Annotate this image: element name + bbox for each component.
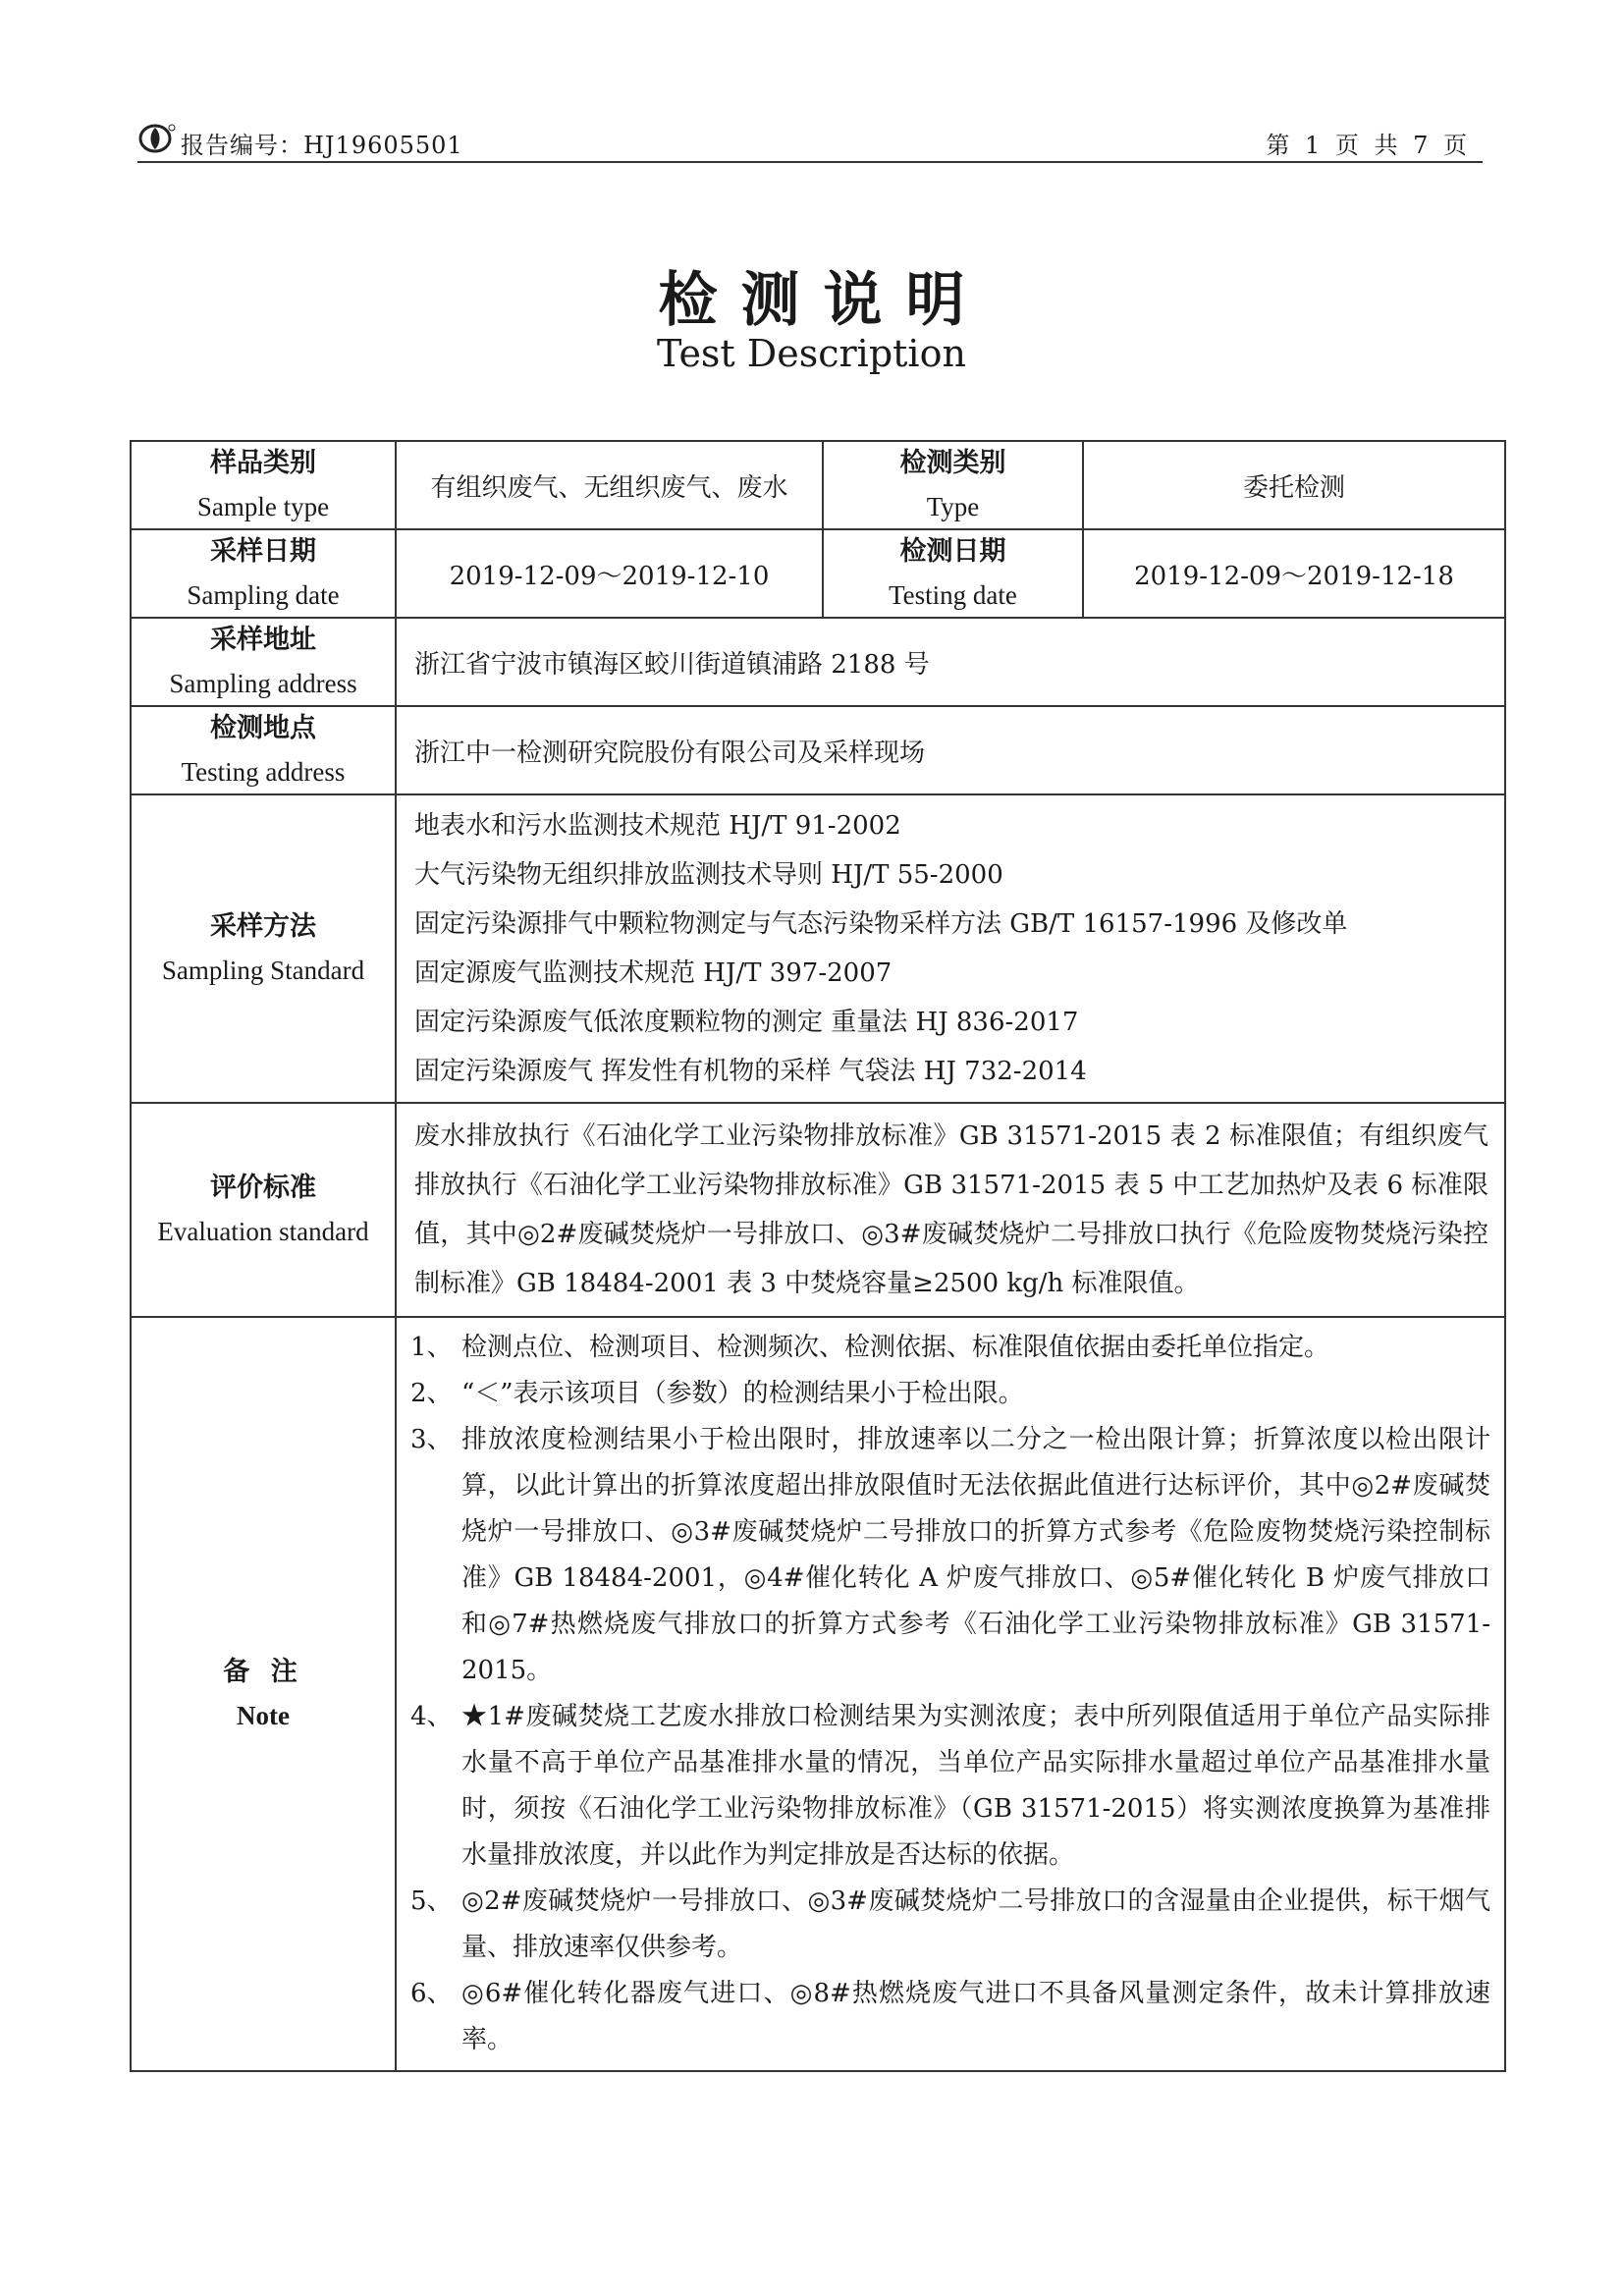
company-logo-icon [137, 122, 177, 153]
testing-address-value: 浙江中一检测研究院股份有限公司及采样现场 [396, 706, 1505, 794]
sample-type-label: 样品类别 Sample type [131, 441, 396, 529]
report-number: 报告编号：HJ19605501 [181, 132, 463, 159]
sampling-date-value: 2019-12-09～2019-12-10 [396, 529, 823, 618]
note-list [396, 1317, 1505, 2071]
page-title: 检测说明 [658, 266, 989, 335]
table-row [131, 1317, 1505, 2071]
table-row [131, 618, 1505, 706]
sampling-date-label: 采样日期 Sampling date [131, 529, 396, 618]
list-item: 固定源废气监测技术规范 HJ/T 397-2007 [414, 958, 893, 988]
list-item: 4、 ★1#废碱焚烧工艺废水排放口检测结果为实测浓度；表中所列限值适用于单位产品实际排水量不高于单位产品基准排水量的情况，当单位产品实际排水量超过单位产品基准排水量时，须按《石油化学工业污染物排放标准》（GB 31571-2015）将实测浓度换算为基准排水量排放浓度，并以此作为判定排放是否达标的依据。 [410, 1702, 1490, 1870]
test-description-table [130, 440, 1506, 2072]
note-label: 备 注 Note [131, 1317, 396, 2071]
sampling-standard-label: 采样方法 Sampling Standard [131, 794, 396, 1103]
page-indicator: 第 1 页 共 7 页 [1266, 132, 1471, 159]
testing-date-value: 2019-12-09～2019-12-18 [1083, 529, 1505, 618]
sampling-address-label: 采样地址 Sampling address [131, 618, 396, 706]
evaluation-standard-label: 评价标准 Evaluation standard [131, 1103, 396, 1317]
evaluation-standard-text: 废水排放执行《石油化学工业污染物排放标准》GB 31571-2015 表 2 标准限值；有组织废气排放执行《石油化学工业污染物排放标准》GB 31571-2015 表 5 中工艺加热炉及表 6 标准限值，其中◎2#废碱焚烧炉一号排放口、◎3#废碱焚烧炉二号排放口执行《危险废物焚烧污染控制标准》GB 18484-2001 表 3 中焚烧容量≥2500 kg/h 标准限值。 [396, 1103, 1505, 1317]
table-row [131, 1103, 1505, 1317]
table-row [131, 529, 1505, 618]
sample-type-value: 有组织废气、无组织废气、废水 [396, 441, 823, 529]
table-row [131, 794, 1505, 1103]
list-item: 2、 “＜”表示该项目（参数）的检测结果小于检出限。 [410, 1379, 1024, 1408]
test-type-value: 委托检测 [1083, 441, 1505, 529]
table-row [131, 706, 1505, 794]
list-item: 1、 检测点位、检测项目、检测频次、检测依据、标准限值依据由委托单位指定。 [410, 1333, 1330, 1362]
list-item: 地表水和污水监测技术规范 HJ/T 91-2002 [414, 811, 901, 841]
test-type-label: 检测类别 Type [823, 441, 1083, 529]
list-item: 固定污染源废气 挥发性有机物的采样 气袋法 HJ 732-2014 [414, 1057, 1087, 1086]
list-item: 固定污染源排气中颗粒物测定与气态污染物采样方法 GB/T 16157-1996 及修改单 [414, 909, 1348, 939]
list-item: 固定污染源废气低浓度颗粒物的测定 重量法 HJ 836-2017 [414, 1008, 1079, 1037]
testing-date-label: 检测日期 Testing date [823, 529, 1083, 618]
page-subtitle: Test Description [657, 332, 966, 375]
sampling-address-value: 浙江省宁波市镇海区蛟川街道镇浦路 2188 号 [396, 618, 1505, 706]
list-item: 5、 ◎2#废碱焚烧炉一号排放口、◎3#废碱焚烧炉二号排放口的含湿量由企业提供，标干烟气量、排放速率仅供参考。 [410, 1886, 1490, 1962]
sampling-standard-list [396, 794, 1505, 1103]
page-header [137, 116, 1483, 163]
list-item: 6、 ◎6#催化转化器废气进口、◎8#热燃烧废气进口不具备风量测定条件，故未计算排放速率。 [410, 1979, 1490, 2054]
table-row [131, 441, 1505, 529]
testing-address-label: 检测地点 Testing address [131, 706, 396, 794]
list-item: 3、 排放浓度检测结果小于检出限时，排放速率以二分之一检出限计算；折算浓度以检出限计算，以此计算出的折算浓度超出排放限值时无法依据此值进行达标评价，其中◎2#废碱焚烧炉一号排放口、◎3#废碱焚烧炉二号排放口的折算方式参考《危险废物焚烧污染控制标准》GB 18484-2001，◎4#催化转化 A 炉废气排放口、◎5#催化转化 B 炉废气排放口和◎7#热燃烧废气排放口的折算方式参考《石油化学工业污染物排放标准》GB 31571-2015。 [410, 1425, 1490, 1685]
list-item: 大气污染物无组织排放监测技术导则 HJ/T 55-2000 [414, 860, 1003, 890]
